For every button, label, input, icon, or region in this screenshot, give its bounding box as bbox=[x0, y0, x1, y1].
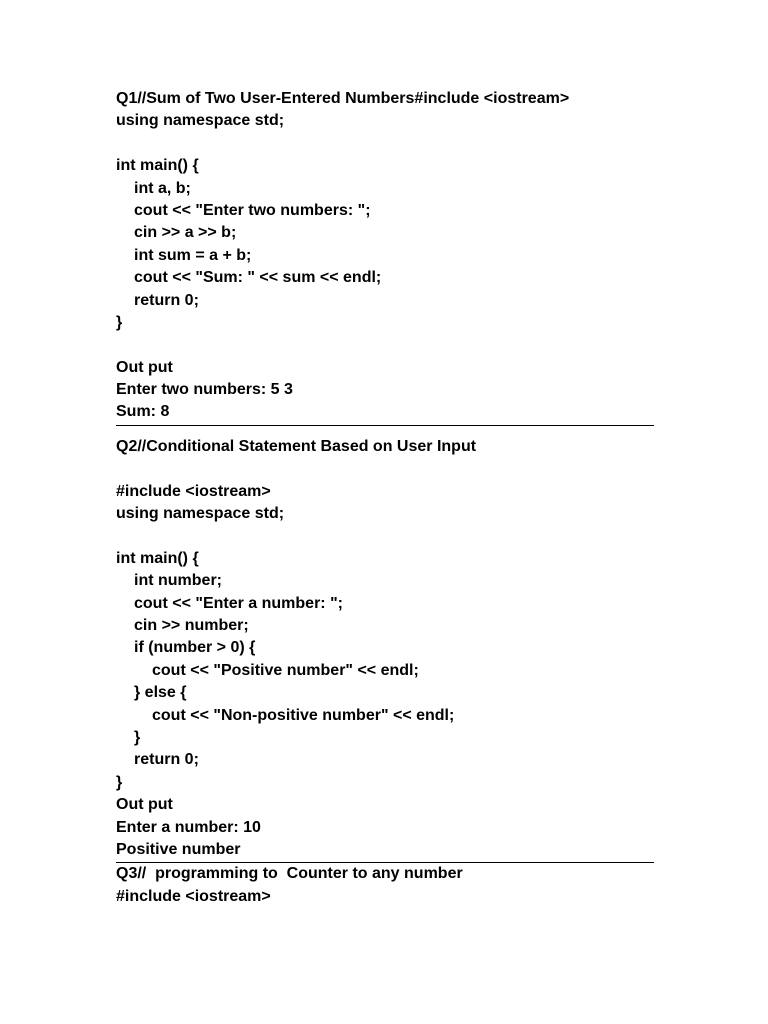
q2-section bbox=[116, 436, 654, 861]
code-line: } bbox=[116, 773, 123, 791]
code-line: if (number > 0) { bbox=[134, 639, 256, 657]
q1-title: Q1//Sum of Two User-Entered Numbers#include <iostream> bbox=[116, 90, 570, 107]
q1-section bbox=[116, 88, 654, 424]
blank-line bbox=[116, 458, 654, 480]
code-line: #include <iostream> bbox=[116, 482, 271, 500]
code-line: } bbox=[134, 728, 141, 746]
code-line: cin >> a >> b; bbox=[134, 224, 237, 242]
code-line: int main() { bbox=[116, 157, 199, 175]
output-line: Sum: 8 bbox=[116, 403, 170, 421]
code-line: } else { bbox=[134, 684, 187, 702]
code-line: return 0; bbox=[134, 291, 199, 309]
code-line: } bbox=[116, 313, 123, 331]
code-line: cout << "Non-positive number" << endl; bbox=[152, 706, 455, 724]
code-line: int main() { bbox=[116, 549, 199, 567]
code-line: int number; bbox=[134, 572, 222, 590]
q2-title: Q2//Conditional Statement Based on User Input bbox=[116, 437, 477, 455]
code-line: cout << "Enter two numbers: "; bbox=[134, 201, 371, 219]
output-line: Enter two numbers: 5 3 bbox=[116, 381, 293, 399]
code-line: int a, b; bbox=[134, 179, 191, 197]
document-content bbox=[116, 88, 654, 908]
q3-section bbox=[116, 863, 654, 908]
blank-line bbox=[116, 525, 654, 547]
output-line: Enter a number: 10 bbox=[116, 818, 261, 836]
output-line: Positive number bbox=[116, 840, 241, 858]
code-line: #include <iostream> bbox=[116, 887, 271, 905]
blank-line bbox=[116, 334, 654, 356]
blank-line bbox=[116, 133, 654, 155]
code-line: using namespace std; bbox=[116, 112, 285, 130]
code-line: return 0; bbox=[134, 751, 199, 769]
q3-title: Q3// programming to Counter to any number bbox=[116, 865, 463, 883]
code-line: cout << "Sum: " << sum << endl; bbox=[134, 269, 382, 287]
code-line: cout << "Positive number" << endl; bbox=[152, 661, 419, 679]
code-line: cin >> number; bbox=[134, 616, 249, 634]
q2-output-label: Out put bbox=[116, 796, 173, 814]
code-line: int sum = a + b; bbox=[134, 246, 252, 264]
code-line: using namespace std; bbox=[116, 505, 285, 523]
spacer bbox=[116, 426, 654, 436]
code-line: cout << "Enter a number: "; bbox=[134, 594, 343, 612]
q1-output-label: Out put bbox=[116, 358, 173, 376]
